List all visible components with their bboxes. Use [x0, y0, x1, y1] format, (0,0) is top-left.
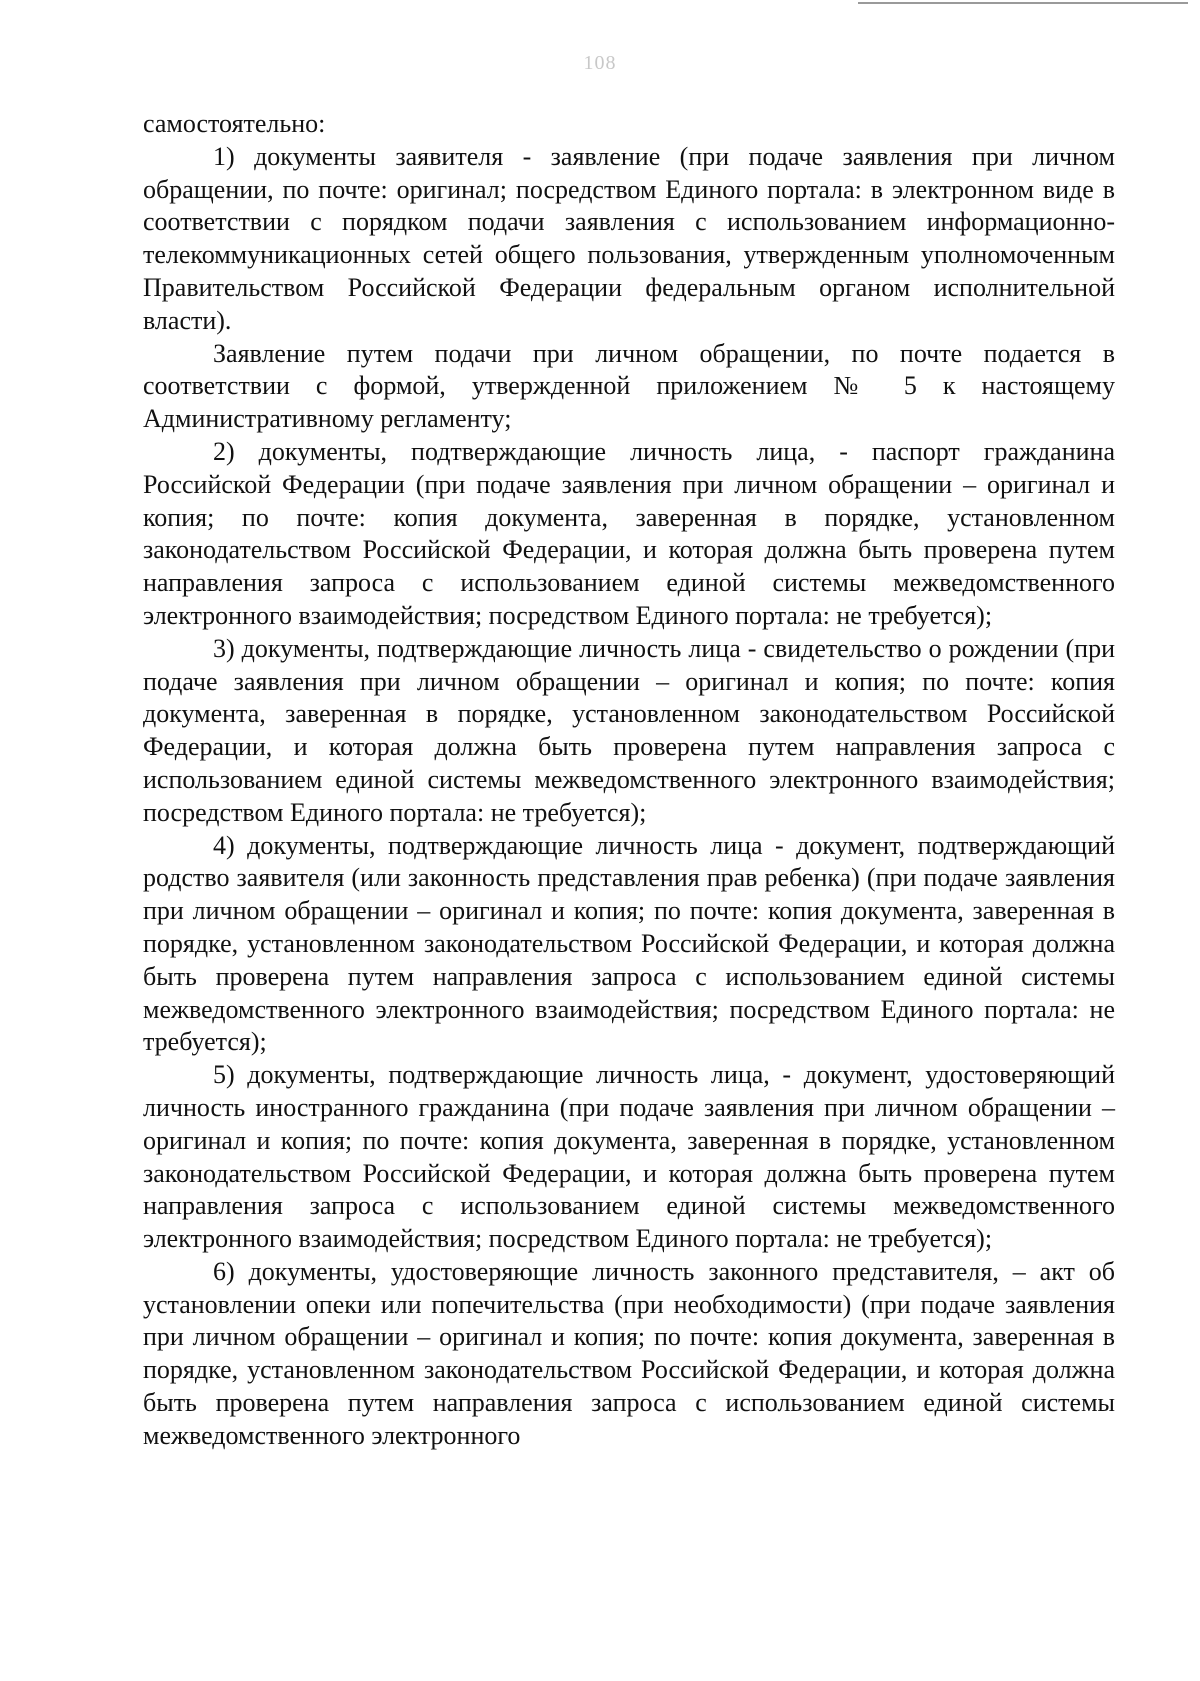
- paragraph-intro: самостоятельно:: [143, 109, 326, 138]
- paragraph-item-2: 2) документы, подтверждающие личность лица, - паспорт гражданина Российской Федерации (при подаче заявления при личном обращении – оригинал и копия; по почте: копия документа, заверенная в порядке, установленном законодательством Российской Федерации, и которая должна быть проверена путем направления запроса с использованием единой системы межведомственного электронного взаимодействия; посредством Единого портала: не требуется);: [143, 436, 1115, 630]
- paragraph-application-form: Заявление путем подачи при личном обращении, по почте подается в соответствии с формой, утвержденной приложением № 5 к настоящему Административному регламенту;: [143, 338, 1115, 434]
- paragraph-item-6: 6) документы, удостоверяющие личность законного представителя, – акт об установлении опеки или попечительства (при необходимости) (при подаче заявления при личном обращении – оригинал и копия; по почте: копия документа, заверенная в порядке, установленном законодательством Российской Федерации, и которая должна быть проверена путем направления запроса с использованием единой системы межведомственного электронного: [143, 1256, 1115, 1450]
- page-number: 108: [583, 52, 617, 74]
- paragraph-item-1: 1) документы заявителя - заявление (при подаче заявления при личном обращении, по почте: оригинал; посредством Единого портала: в электронном виде в соответствии с порядком подачи заявления с использованием информационно-телекоммуникационных сетей общего пользования, утвержденным уполномоченным Правительством Российской Федерации федеральным органом исполнительной власти).: [143, 141, 1115, 335]
- paragraph-item-4: 4) документы, подтверждающие личность лица - документ, подтверждающий родство заявителя (или законность представления прав ребенка) (при подаче заявления при личном обращении – оригинал и копия; по почте: копия документа, заверенная в порядке, установленном законодательством Российской Федерации, и которая должна быть проверена путем направления запроса с использованием единой системы межведомственного электронного взаимодействия; посредством Единого портала: не требуется);: [143, 830, 1115, 1057]
- scan-edge-line: [858, 2, 1188, 4]
- document-body: [143, 108, 1115, 1453]
- paragraph-item-3: 3) документы, подтверждающие личность лица - свидетельство о рождении (при подаче заявления при личном обращении – оригинал и копия; по почте: копия документа, заверенная в порядке, установленном законодательством Российской Федерации, и которая должна быть проверена путем направления запроса с использованием единой системы межведомственного электронного взаимодействия; посредством Единого портала: не требуется);: [143, 633, 1115, 827]
- paragraph-item-5: 5) документы, подтверждающие личность лица, - документ, удостоверяющий личность иностранного гражданина (при подаче заявления при личном обращении – оригинал и копия; по почте: копия документа, заверенная в порядке, установленном законодательством Российской Федерации, и которая должна быть проверена путем направления запроса с использованием единой системы межведомственного электронного взаимодействия; посредством Единого портала: не требуется);: [143, 1060, 1115, 1254]
